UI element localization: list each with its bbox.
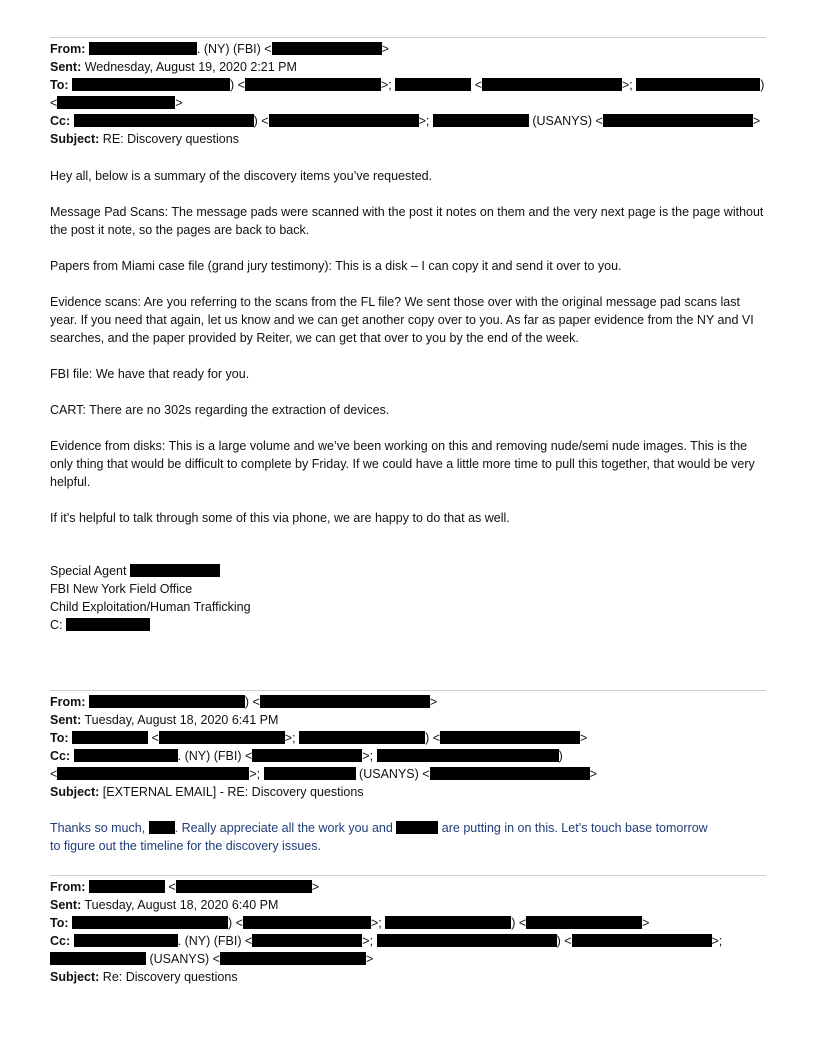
redaction	[89, 880, 165, 893]
redaction	[243, 916, 371, 929]
email2-cc-line-cont: < >; (USANYS) < >	[50, 767, 597, 781]
redaction	[72, 916, 228, 929]
email1-subject-line	[50, 131, 239, 148]
sent-label: Sent:	[50, 60, 82, 74]
redaction	[260, 695, 430, 708]
redaction	[159, 731, 285, 744]
redaction	[482, 78, 622, 91]
email3-to-line: To: ) < >; ) < >	[50, 916, 650, 930]
to-label: To:	[50, 78, 69, 92]
signature-title: Special Agent	[50, 564, 127, 578]
from-label: From:	[50, 695, 86, 709]
redaction	[220, 952, 366, 965]
redaction	[66, 618, 150, 631]
email3-sent-line	[50, 897, 278, 914]
signature-title-line	[50, 563, 220, 580]
subject-text: Re: Discovery questions	[102, 970, 238, 984]
redaction	[57, 767, 249, 780]
redaction	[572, 934, 712, 947]
sent-date: Tuesday, August 18, 2020 6:41 PM	[84, 713, 279, 727]
email2-body-line: Thanks so much, . Really appreciate all the work you and are putting in on this. Let’s touch base tomorrow	[50, 821, 708, 835]
email2-cc-line: Cc: . (NY) (FBI) < >; )	[50, 749, 563, 763]
email1-to-line: To: ) < >; < >; )	[50, 78, 765, 92]
subject-label: Subject:	[50, 132, 100, 146]
redaction	[395, 78, 471, 91]
email1-body-paragraph: Message Pad Scans: The message pads were scanned with the post it notes on them and the very next page is the page without the post it note, so the pages are back to back.	[50, 205, 764, 237]
email2-subject-line	[50, 784, 364, 801]
cc-label: Cc:	[50, 934, 71, 948]
sent-date: Wednesday, August 19, 2020 2:21 PM	[84, 60, 297, 74]
email1-body-paragraph: Papers from Miami case file (grand jury testimony): This is a disk – I can copy it and send it over to you.	[50, 259, 622, 273]
redaction	[440, 731, 580, 744]
email-separator	[50, 37, 766, 38]
email3-subject-line	[50, 969, 238, 986]
email-separator	[50, 875, 766, 876]
redaction	[252, 749, 362, 762]
redaction	[130, 564, 220, 577]
subject-label: Subject:	[50, 970, 100, 984]
redaction	[433, 114, 529, 127]
subject-label: Subject:	[50, 785, 100, 799]
sent-label: Sent:	[50, 898, 82, 912]
email1-to-line-cont: < >	[50, 96, 183, 110]
signature-cell-label: C:	[50, 618, 63, 632]
email2-to-line: To: < >; ) < >	[50, 731, 588, 745]
redaction	[89, 695, 245, 708]
email3-cc-line-cont: (USANYS) < >	[50, 951, 373, 968]
email3-cc-line: Cc: . (NY) (FBI) < >; ) < >;	[50, 934, 723, 948]
redaction	[72, 731, 148, 744]
signature-cell-line	[50, 617, 150, 634]
redaction	[50, 952, 146, 965]
redaction	[377, 934, 557, 947]
email3-from-line: From: < >	[50, 880, 320, 894]
redaction	[430, 767, 590, 780]
email2-body-line: to figure out the timeline for the discovery issues.	[50, 839, 321, 853]
from-label: From:	[50, 42, 86, 56]
email1-body-paragraph: Evidence from disks: This is a large volume and we’ve been working on this and removing nude/semi nude images. This is the only thing that would be difficult to complete by Friday. If we could have a little more time to pull this together, that would be very helpful.	[50, 439, 755, 489]
email1-body-paragraph: Hey all, below is a summary of the discovery items you’ve requested.	[50, 169, 433, 183]
email1-body-paragraph: FBI file: We have that ready for you.	[50, 367, 250, 381]
email1-cc-line: Cc: ) < >; (USANYS) < >	[50, 114, 761, 128]
redaction	[149, 821, 175, 834]
cc-label: Cc:	[50, 114, 71, 128]
email2-from-line: From: ) < >	[50, 695, 438, 709]
from-label: From:	[50, 880, 86, 894]
redaction	[299, 731, 425, 744]
to-label: To:	[50, 731, 69, 745]
signature-office: FBI New York Field Office	[50, 582, 193, 596]
redaction	[74, 749, 178, 762]
redaction	[526, 916, 642, 929]
subject-text: RE: Discovery questions	[102, 132, 239, 146]
email2-sent-line	[50, 712, 278, 729]
to-label: To:	[50, 916, 69, 930]
sent-date: Tuesday, August 18, 2020 6:40 PM	[84, 898, 279, 912]
redaction	[636, 78, 760, 91]
email1-body-paragraph: If it’s helpful to talk through some of this via phone, we are happy to do that as well.	[50, 511, 510, 525]
redaction	[89, 42, 197, 55]
sent-label: Sent:	[50, 713, 82, 727]
redaction	[74, 114, 254, 127]
redaction	[176, 880, 312, 893]
redaction	[603, 114, 753, 127]
redaction	[72, 78, 230, 91]
cc-label: Cc:	[50, 749, 71, 763]
redaction	[264, 767, 356, 780]
redaction	[377, 749, 559, 762]
signature-unit: Child Exploitation/Human Trafficking	[50, 600, 251, 614]
email1-body-paragraph: CART: There are no 302s regarding the extraction of devices.	[50, 403, 390, 417]
redaction	[245, 78, 381, 91]
email-separator	[50, 690, 766, 691]
redaction	[269, 114, 419, 127]
subject-text: [EXTERNAL EMAIL] - RE: Discovery questions	[102, 785, 364, 799]
redaction	[252, 934, 362, 947]
redaction	[385, 916, 511, 929]
redaction	[396, 821, 438, 834]
email1-from-line: From: . (NY) (FBI) < >	[50, 42, 389, 56]
email1-body-paragraph: Evidence scans: Are you referring to the scans from the FL file? We sent those over with the original message pad scans last year. If you need that again, let us know and we can get another copy over to you. As far as paper evidence from the NY and VI searches, and the paper provided by Reiter, we can get that over to you by the end of the week.	[50, 295, 754, 345]
email1-sent-line	[50, 59, 297, 76]
redaction	[74, 934, 178, 947]
redaction	[272, 42, 382, 55]
redaction	[57, 96, 175, 109]
